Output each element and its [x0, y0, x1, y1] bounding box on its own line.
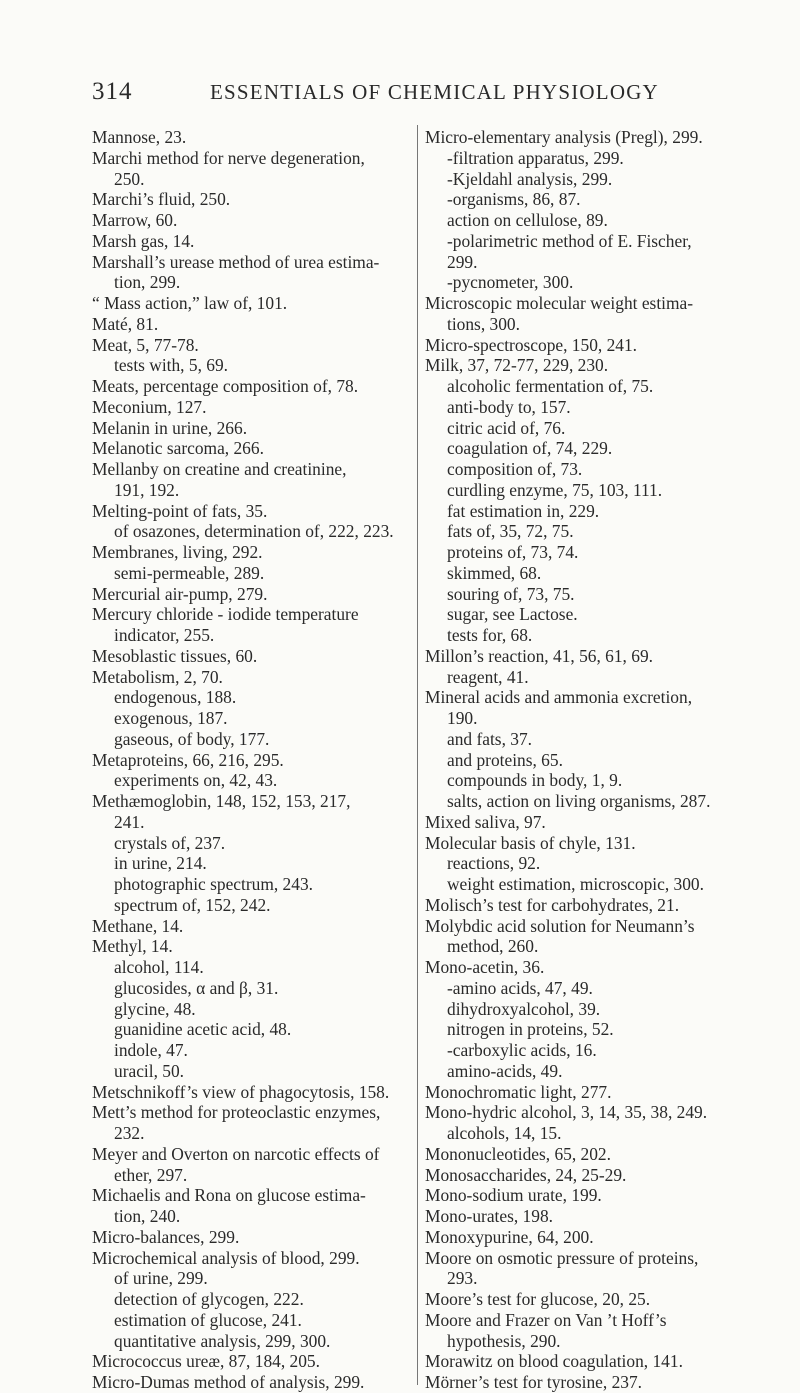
- index-entry: Meats, percentage composition of, 78.: [92, 376, 359, 396]
- index-entry: Metabolism, 2, 70.: [92, 666, 223, 687]
- index-column-left: [92, 127, 416, 1393]
- index-entry: Molisch’s test for carbohydrates, 21.: [425, 894, 680, 915]
- index-subentry: spectrum of, 152, 242.: [114, 894, 271, 915]
- index-subentry: fats of, 35, 72, 75.: [447, 521, 574, 542]
- index-subentry: citric acid of, 76.: [447, 417, 566, 438]
- page-header: [92, 78, 732, 110]
- index-subentry: fat estimation in, 229.: [447, 500, 600, 521]
- index-entry: Mononucleotides, 65, 202.: [425, 1143, 611, 1164]
- page-number: 314: [92, 78, 133, 105]
- index-entry: Micro-Dumas method of analysis, 299.: [92, 1372, 365, 1392]
- index-entry-continuation: tion, 240.: [114, 1206, 181, 1226]
- index-subentry: salts, action on living organisms, 287.: [447, 791, 711, 811]
- index-subentry: -amino acids, 47, 49.: [447, 977, 593, 998]
- index-entry: Moore’s test for glucose, 20, 25.: [425, 1289, 651, 1309]
- index-entry: Mesoblastic tissues, 60.: [92, 645, 258, 666]
- column-divider: [417, 125, 418, 1385]
- index-entry-continuation: 241.: [114, 811, 145, 832]
- index-subentry: action on cellulose, 89.: [447, 210, 608, 230]
- index-entry-continuation: 232.: [114, 1123, 145, 1143]
- index-entry: Microchemical analysis of blood, 299.: [92, 1247, 360, 1268]
- index-subentry: experiments on, 42, 43.: [114, 770, 278, 791]
- index-subentry: -carboxylic acids, 16.: [447, 1040, 597, 1060]
- index-subentry: in urine, 214.: [114, 853, 207, 874]
- index-entry: Metaproteins, 66, 216, 295.: [92, 749, 284, 770]
- index-entry: Melanotic sarcoma, 266.: [92, 438, 264, 459]
- index-subentry: guanidine acetic acid, 48.: [114, 1019, 292, 1040]
- index-subentry: sugar, see Lactose.: [447, 604, 578, 625]
- index-subentry: glycine, 48.: [114, 998, 196, 1019]
- index-entry: Marchi’s fluid, 250.: [92, 189, 231, 210]
- index-entry: Marshall’s urease method of urea estima-: [92, 251, 380, 272]
- index-subentry: amino-acids, 49.: [447, 1060, 563, 1081]
- index-subentry: reagent, 41.: [447, 666, 529, 687]
- index-subentry: dihydroxyalcohol, 39.: [447, 998, 601, 1019]
- index-subentry: skimmed, 68.: [447, 562, 542, 583]
- index-subentry: anti-body to, 157.: [447, 396, 571, 417]
- index-entry: Mercurial air-pump, 279.: [92, 583, 268, 604]
- index-entry-continuation: method, 260.: [447, 936, 539, 957]
- index-subentry: estimation of glucose, 241.: [114, 1309, 302, 1330]
- index-subentry: indole, 47.: [114, 1040, 188, 1060]
- index-entry: Melting-point of fats, 35.: [92, 500, 268, 521]
- index-entry: Mett’s method for proteoclastic enzymes,: [92, 1102, 381, 1123]
- index-subentry: -Kjeldahl analysis, 299.: [447, 168, 613, 189]
- index-entry: Methyl, 14.: [92, 936, 173, 957]
- index-subentry: of urine, 299.: [114, 1268, 208, 1289]
- index-entry: Micro-balances, 299.: [92, 1226, 240, 1247]
- index-entry: Marrow, 60.: [92, 210, 178, 230]
- index-entry: Mercury chloride - iodide temperature: [92, 604, 359, 625]
- index-entry: Millon’s reaction, 41, 56, 61, 69.: [425, 645, 653, 666]
- index-column-right: [425, 127, 745, 1393]
- index-entry: Membranes, living, 292.: [92, 542, 263, 562]
- index-entry: Mono-acetin, 36.: [425, 957, 545, 977]
- index-entry-continuation: 299.: [447, 251, 478, 272]
- index-entry-continuation: ether, 297.: [114, 1164, 188, 1185]
- index-entry: Microscopic molecular weight estima-: [425, 293, 694, 313]
- index-subentry: -polarimetric method of E. Fischer,: [447, 230, 692, 251]
- index-subentry: endogenous, 188.: [114, 687, 237, 708]
- index-entry: Marchi method for nerve degeneration,: [92, 147, 365, 168]
- index-subentry: alcohols, 14, 15.: [447, 1123, 562, 1143]
- index-subentry: and proteins, 65.: [447, 749, 563, 770]
- index-subentry: tests with, 5, 69.: [114, 355, 229, 376]
- index-entry-continuation: 190.: [447, 708, 478, 728]
- index-entry: Molybdic acid solution for Neumann’s: [425, 915, 695, 936]
- index-entry: Mörner’s test for tyrosine, 237.: [425, 1372, 643, 1392]
- index-entry: “ Mass action,” law of, 101.: [92, 293, 288, 313]
- index-entry: Morawitz on blood coagulation, 141.: [425, 1351, 683, 1372]
- index-entry-continuation: indicator, 255.: [114, 625, 215, 645]
- index-entry-continuation: 191, 192.: [114, 479, 180, 500]
- index-entry: Mono-sodium urate, 199.: [425, 1185, 602, 1206]
- index-subentry: uracil, 50.: [114, 1060, 185, 1081]
- index-subentry: and fats, 37.: [447, 728, 533, 749]
- index-entry: Monoxypurine, 64, 200.: [425, 1226, 594, 1247]
- index-entry: Meyer and Overton on narcotic effects of: [92, 1143, 380, 1164]
- index-entry: Mixed saliva, 97.: [425, 811, 546, 832]
- index-entry: Micrococcus ureæ, 87, 184, 205.: [92, 1351, 320, 1372]
- index-entry: Methane, 14.: [92, 915, 184, 936]
- index-subentry: -filtration apparatus, 299.: [447, 147, 624, 168]
- index-entry: Mono-hydric alcohol, 3, 14, 35, 38, 249.: [425, 1102, 708, 1123]
- index-subentry: compounds in body, 1, 9.: [447, 770, 623, 791]
- index-entry-continuation: tions, 300.: [447, 313, 520, 334]
- index-entry: Mineral acids and ammonia excretion,: [425, 687, 693, 708]
- index-subentry: coagulation of, 74, 229.: [447, 438, 613, 459]
- index-subentry: nitrogen in proteins, 52.: [447, 1019, 614, 1040]
- index-subentry: proteins of, 73, 74.: [447, 542, 579, 562]
- index-entry: Mannose, 23.: [92, 127, 187, 147]
- index-subentry: tests for, 68.: [447, 625, 533, 645]
- index-subentry: weight estimation, microscopic, 300.: [447, 874, 704, 894]
- index-entry: Mono-urates, 198.: [425, 1206, 553, 1226]
- index-subentry: of osazones, determination of, 222, 223.: [114, 521, 394, 542]
- index-entry-continuation: 293.: [447, 1268, 478, 1289]
- index-entry: Marsh gas, 14.: [92, 230, 195, 251]
- index-subentry: detection of glycogen, 222.: [114, 1289, 304, 1309]
- running-head: ESSENTIALS OF CHEMICAL PHYSIOLOGY: [210, 80, 659, 104]
- index-entry: Micro-spectroscope, 150, 241.: [425, 334, 638, 355]
- index-subentry: curdling enzyme, 75, 103, 111.: [447, 479, 663, 500]
- index-subentry: gaseous, of body, 177.: [114, 728, 270, 749]
- index-entry: Metschnikoff’s view of phagocytosis, 158.: [92, 1081, 390, 1102]
- index-entry: Methæmoglobin, 148, 152, 153, 217,: [92, 791, 351, 811]
- index-entry: Michaelis and Rona on glucose estima-: [92, 1185, 366, 1206]
- index-entry: Moore and Frazer on Van ’t Hoff’s: [425, 1309, 667, 1330]
- index-entry-continuation: hypothesis, 290.: [447, 1330, 561, 1351]
- index-subentry: glucosides, α and β, 31.: [114, 977, 279, 998]
- index-entry-continuation: tion, 299.: [114, 272, 181, 293]
- index-subentry: photographic spectrum, 243.: [114, 874, 313, 894]
- index-entry: Monosaccharides, 24, 25-29.: [425, 1164, 627, 1185]
- index-entry: Moore on osmotic pressure of proteins,: [425, 1247, 699, 1268]
- index-entry: Micro-elementary analysis (Pregl), 299.: [425, 127, 703, 147]
- index-entry: Molecular basis of chyle, 131.: [425, 832, 636, 853]
- index-subentry: composition of, 73.: [447, 459, 583, 479]
- index-subentry: alcoholic fermentation of, 75.: [447, 376, 654, 396]
- index-subentry: souring of, 73, 75.: [447, 583, 575, 604]
- index-entry: Monochromatic light, 277.: [425, 1081, 612, 1102]
- index-entry: Meconium, 127.: [92, 396, 207, 417]
- index-subentry: semi-permeable, 289.: [114, 562, 265, 583]
- index-subentry: crystals of, 237.: [114, 832, 226, 853]
- index-entry: Milk, 37, 72-77, 229, 230.: [425, 355, 609, 376]
- index-entry: Maté, 81.: [92, 313, 159, 334]
- index-subentry: -organisms, 86, 87.: [447, 189, 581, 210]
- index-subentry: exogenous, 187.: [114, 708, 228, 728]
- index-entry: Melanin in urine, 266.: [92, 417, 248, 438]
- index-entry: Mellanby on creatine and creatinine,: [92, 459, 347, 479]
- index-entry-continuation: 250.: [114, 168, 145, 189]
- index-subentry: quantitative analysis, 299, 300.: [114, 1330, 331, 1351]
- index-entry: Meat, 5, 77-78.: [92, 334, 199, 355]
- index-subentry: alcohol, 114.: [114, 957, 204, 977]
- index-subentry: -pycnometer, 300.: [447, 272, 574, 293]
- index-subentry: reactions, 92.: [447, 853, 541, 874]
